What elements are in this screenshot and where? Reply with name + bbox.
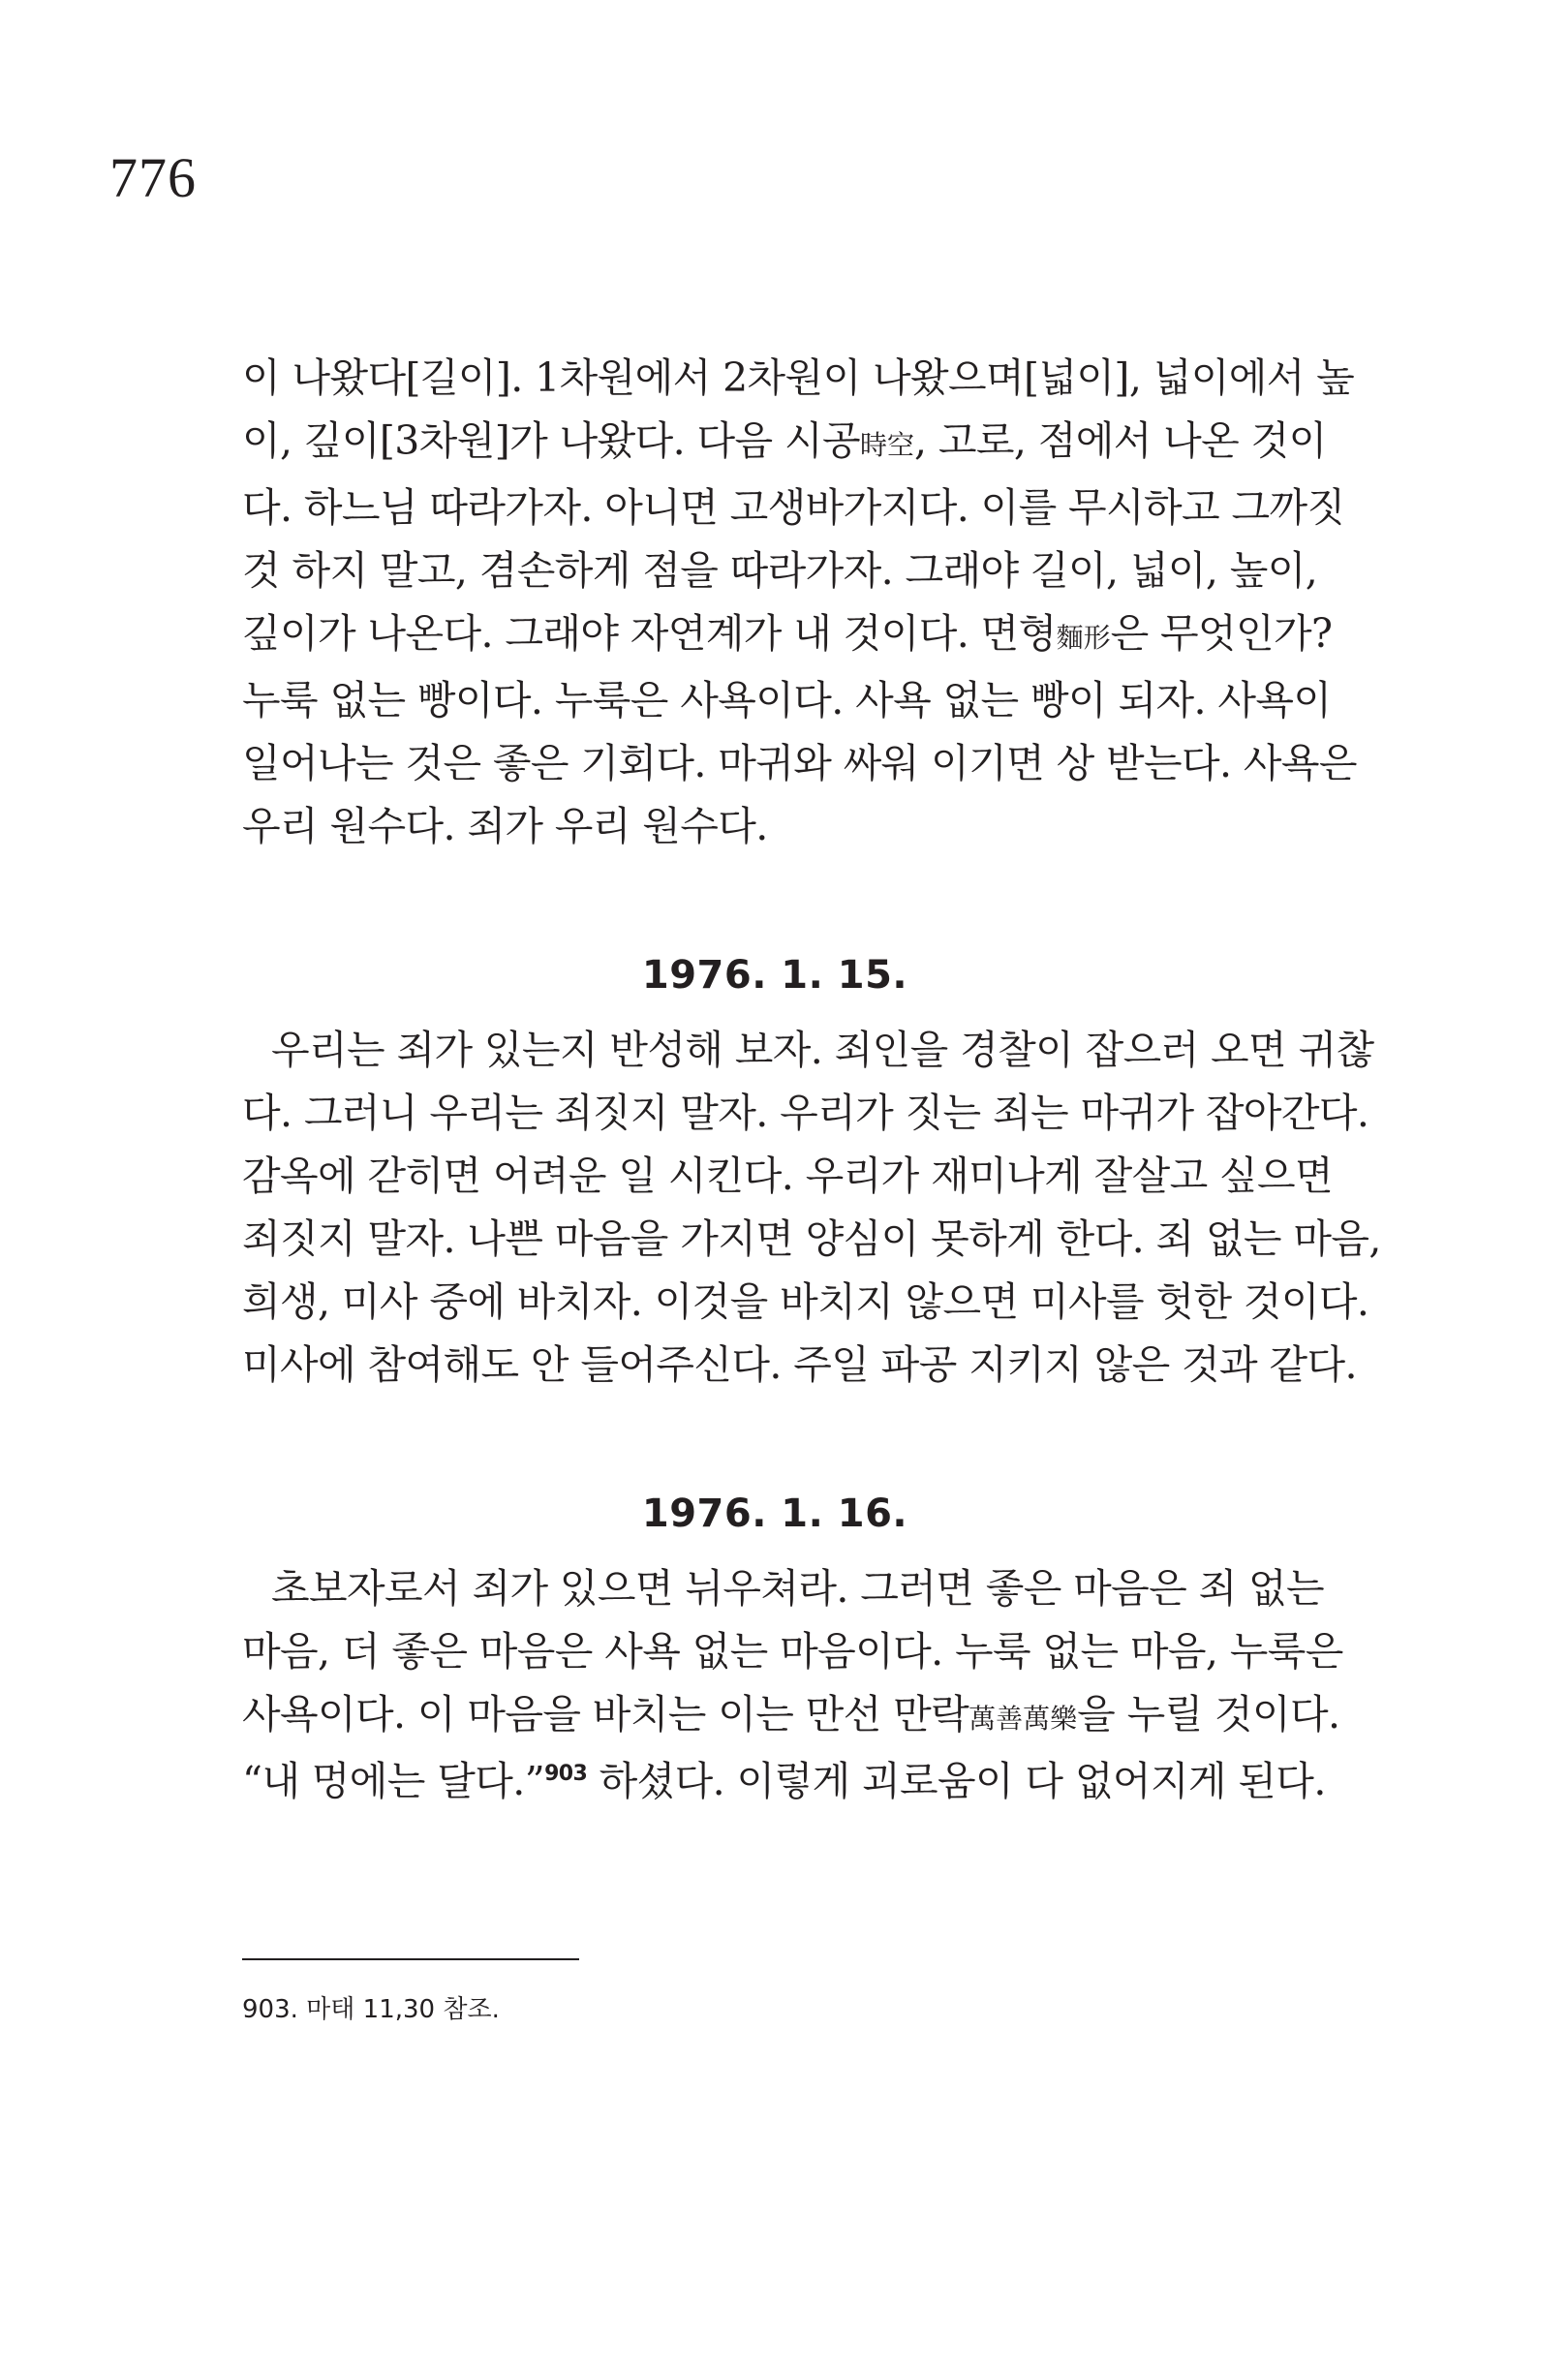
text-line: 일어나는 것은 좋은 기회다. 마귀와 싸워 이기면 상 받는다. 사욕은: [242, 740, 1357, 786]
text-line: 우리는 죄가 있는지 반성해 보자. 죄인을 경찰이 잡으러 오면 귀찮: [271, 1027, 1374, 1073]
text-line: 우리 원수다. 죄가 우리 원수다.: [242, 803, 768, 849]
footnote-reference[interactable]: 903: [544, 1762, 588, 1786]
entry-date-heading: 1976. 1. 16.: [641, 1492, 908, 1536]
text-line: 다. 하느님 따라가자. 아니면 고생바가지다. 이를 무시하고 그까짓: [242, 484, 1345, 531]
text-line: 누룩 없는 빵이다. 누룩은 사욕이다. 사욕 없는 빵이 되자. 사욕이: [242, 677, 1332, 723]
hanja-annotation: 萬善萬樂: [968, 1703, 1078, 1735]
text-segment: , 고로, 점에서 나온 것이: [913, 417, 1327, 464]
text-segment: 이, 깊이[3차원]가 나왔다. 다음 시공: [242, 417, 860, 464]
footnote-text: 903. 마태 11,30 참조.: [242, 1995, 500, 2024]
text-segment: 을 누릴 것이다.: [1077, 1691, 1340, 1738]
text-line: 초보자로서 죄가 있으면 뉘우쳐라. 그러면 좋은 마음은 죄 없는: [271, 1565, 1325, 1612]
page-number: 776: [109, 146, 197, 209]
text-segment: “내 멍에는 달다.”: [242, 1758, 545, 1804]
page-body: [242, 347, 1381, 1813]
entry-paragraph: [242, 1019, 1381, 1397]
text-line: 이 나왔다[길이]. 1차원에서 2차원이 나왔으며[넓이], 넓이에서 높: [242, 354, 1355, 401]
hanja-annotation: 麵形: [1056, 622, 1111, 654]
text-segment: 깊이가 나온다. 그래야 자연계가 내 것이다. 면형: [242, 610, 1057, 657]
footnote-divider: [242, 1958, 579, 1960]
text-line: [242, 1750, 1326, 1813]
text-line: 것 하지 말고, 겸손하게 점을 따라가자. 그래야 길이, 넓이, 높이,: [242, 547, 1318, 594]
paragraph-continued: [242, 347, 1357, 858]
text-line: [242, 602, 1333, 669]
text-line: 마음, 더 좋은 마음은 사욕 없는 마음이다. 누룩 없는 마음, 누룩은: [242, 1628, 1343, 1675]
entry-date-heading: 1976. 1. 15.: [641, 953, 908, 998]
text-line: 다. 그러니 우리는 죄짓지 말자. 우리가 짓는 죄는 마귀가 잡아간다.: [242, 1090, 1369, 1136]
text-line: 희생, 미사 중에 바치자. 이것을 바치지 않으면 미사를 헛한 것이다.: [242, 1278, 1369, 1325]
text-line: 감옥에 갇히면 어려운 일 시킨다. 우리가 재미나게 잘살고 싶으면: [242, 1153, 1334, 1199]
text-line: 미사에 참여해도 안 들어주신다. 주일 파공 지키지 않은 것과 같다.: [242, 1341, 1357, 1388]
text-segment: 하셨다. 이렇게 괴로움이 다 없어지게 된다.: [587, 1758, 1326, 1804]
text-line: [242, 410, 1327, 477]
text-line: 죄짓지 말자. 나쁜 마음을 가지면 양심이 못하게 한다. 죄 없는 마음,: [242, 1215, 1381, 1262]
text-line: [242, 1683, 1340, 1750]
entry-paragraph: [242, 1557, 1343, 1813]
text-segment: 사욕이다. 이 마음을 바치는 이는 만선 만락: [242, 1691, 969, 1738]
hanja-annotation: 時空: [859, 429, 914, 461]
text-segment: 은 무엇인가?: [1110, 610, 1333, 657]
